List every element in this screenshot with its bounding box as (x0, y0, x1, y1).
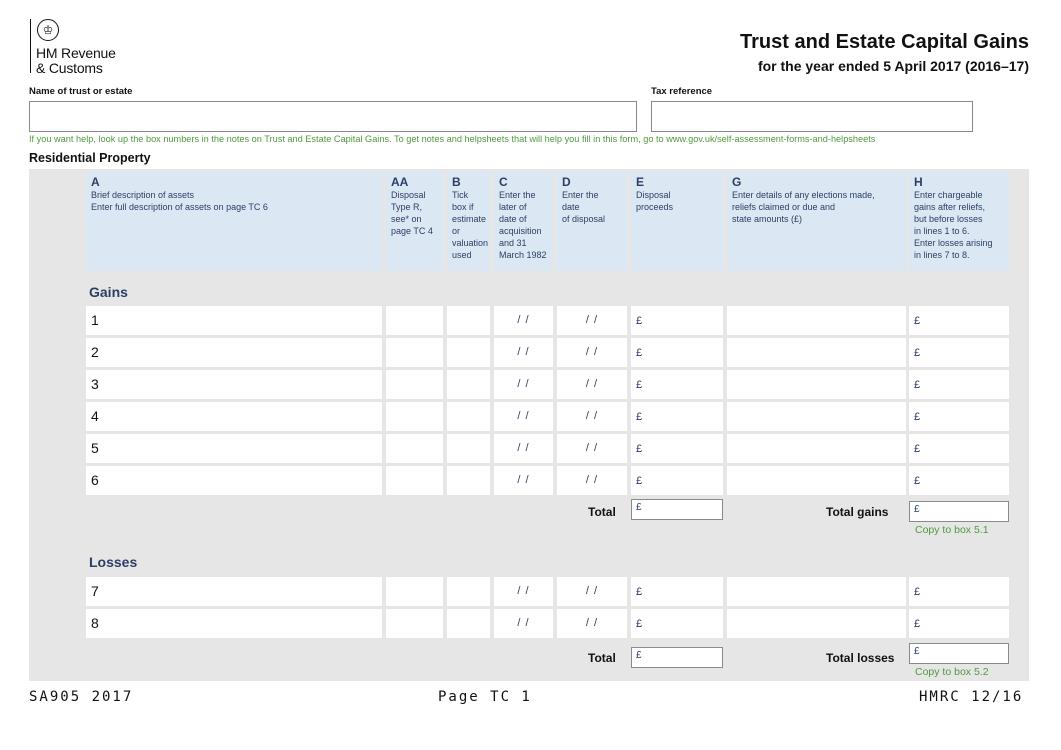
gains-total-proceeds-input[interactable] (631, 499, 723, 520)
logo-line-2: & Customs (36, 60, 103, 76)
total-losses-input[interactable] (909, 643, 1009, 664)
gains-row-3-col-aa-disposal-type[interactable] (386, 370, 443, 399)
gains-title: Gains (89, 284, 128, 300)
gains-row-1-col-e-disposal-proceeds[interactable] (631, 306, 723, 335)
pound-sign: £ (914, 347, 921, 359)
losses-row-7-col-e-disposal-proceeds[interactable] (631, 577, 723, 606)
gains-row-1-col-g-reliefs[interactable] (727, 306, 906, 335)
gains-row-4-col-c-acquisition-date[interactable] (494, 402, 553, 431)
date-separator: / / (517, 378, 530, 390)
date-separator: / / (585, 410, 599, 422)
gains-row-2-col-b-estimate-tick[interactable] (447, 338, 490, 367)
losses-row-7-col-a-description[interactable] (86, 577, 382, 606)
date-separator: / / (517, 474, 530, 486)
pound-sign: £ (636, 315, 643, 327)
help-text: If you want help, look up the box numbers in the notes on Trust and Estate Capital Gains. To get notes and helpsheets that will help you fill in this form, go to www.gov.uk/self-assessment-forms-and-helpsheets (29, 134, 876, 144)
royal-crest-icon: ♔ (37, 19, 59, 41)
gains-row-5-col-c-acquisition-date[interactable] (494, 434, 553, 463)
pound-sign: £ (636, 586, 643, 598)
gains-row-4-col-g-reliefs[interactable] (727, 402, 906, 431)
gains-row-3-col-e-disposal-proceeds[interactable] (631, 370, 723, 399)
gains-total-label: Total (588, 505, 616, 519)
date-separator: / / (585, 585, 599, 597)
pound-sign: £ (914, 379, 921, 391)
name-of-trust-input[interactable] (29, 101, 637, 132)
gains-row-2-col-h-chargeable-gains[interactable] (909, 338, 1009, 367)
gains-row-2-col-d-disposal-date[interactable] (557, 338, 627, 367)
column-header-b (447, 171, 490, 271)
tax-reference-label: Tax reference (651, 86, 713, 97)
pound-sign: £ (914, 586, 921, 598)
column-letter: D (562, 175, 571, 189)
column-description: Disposal proceeds (636, 190, 674, 212)
column-description: Enter the later of date of acquisition and 31 March 1982 (499, 190, 547, 260)
gains-row-3-col-a-description[interactable] (86, 370, 382, 399)
gains-row-5-col-g-reliefs[interactable] (727, 434, 906, 463)
date-separator: / / (517, 314, 530, 326)
losses-row-8-col-c-acquisition-date[interactable] (494, 609, 553, 638)
column-description: Enter details of any elections made, reliefs claimed or due and state amounts (£) (732, 190, 875, 224)
gains-row-1-col-aa-disposal-type[interactable] (386, 306, 443, 335)
date-separator: / / (585, 378, 599, 390)
losses-row-8-col-h-chargeable-gains[interactable] (909, 609, 1009, 638)
pound-sign: £ (636, 475, 643, 487)
pound-sign: £ (914, 315, 921, 327)
column-header-g (727, 171, 906, 271)
losses-row-8-col-e-disposal-proceeds[interactable] (631, 609, 723, 638)
column-letter: E (636, 175, 645, 189)
gains-row-1-col-h-chargeable-gains[interactable] (909, 306, 1009, 335)
gains-row-6-col-d-disposal-date[interactable] (557, 466, 627, 495)
total-gains-input[interactable] (909, 501, 1009, 522)
date-separator: / / (585, 346, 599, 358)
losses-total-label: Total (588, 651, 616, 665)
date-separator: / / (585, 314, 599, 326)
gains-row-6-col-a-description[interactable] (86, 466, 382, 495)
gains-row-2-col-c-acquisition-date[interactable] (494, 338, 553, 367)
column-letter: G (732, 175, 742, 189)
losses-total-proceeds-input[interactable] (631, 647, 723, 668)
gains-row-2-col-g-reliefs[interactable] (727, 338, 906, 367)
gains-row-6-col-c-acquisition-date[interactable] (494, 466, 553, 495)
losses-row-8-col-d-disposal-date[interactable] (557, 609, 627, 638)
gains-row-1-col-a-description[interactable] (86, 306, 382, 335)
footer-version: HMRC 12/16 (919, 689, 1024, 705)
gains-row-2-col-aa-disposal-type[interactable] (386, 338, 443, 367)
gains-row-5-col-e-disposal-proceeds[interactable] (631, 434, 723, 463)
date-separator: / / (585, 617, 599, 629)
losses-row-7-col-g-reliefs[interactable] (727, 577, 906, 606)
line-number: 8 (91, 615, 99, 631)
gains-row-6-col-h-chargeable-gains[interactable] (909, 466, 1009, 495)
gains-row-3-col-g-reliefs[interactable] (727, 370, 906, 399)
column-description: Enter chargeable gains after reliefs, but before losses in lines 1 to 6. Enter losses arising in lines 7 to 8. (914, 190, 993, 260)
gains-row-1-col-b-estimate-tick[interactable] (447, 306, 490, 335)
gains-row-2-col-a-description[interactable] (86, 338, 382, 367)
gains-row-3-col-d-disposal-date[interactable] (557, 370, 627, 399)
column-header-d (557, 171, 627, 271)
gains-row-4-col-e-disposal-proceeds[interactable] (631, 402, 723, 431)
date-separator: / / (517, 585, 530, 597)
logo-rule (30, 19, 31, 73)
gains-row-2-col-e-disposal-proceeds[interactable] (631, 338, 723, 367)
column-header-aa (386, 171, 443, 271)
gains-row-5-col-d-disposal-date[interactable] (557, 434, 627, 463)
line-number: 2 (91, 344, 99, 360)
pound-sign: £ (636, 618, 643, 630)
column-header-h (909, 171, 1009, 271)
column-letter: AA (391, 175, 409, 189)
losses-row-7-col-c-acquisition-date[interactable] (494, 577, 553, 606)
gains-row-6-col-b-estimate-tick[interactable] (447, 466, 490, 495)
gains-row-6-col-g-reliefs[interactable] (727, 466, 906, 495)
column-letter: A (91, 175, 100, 189)
gains-row-3-col-b-estimate-tick[interactable] (447, 370, 490, 399)
copy-to-box-5-1: Copy to box 5.1 (915, 524, 989, 536)
column-header-c (494, 171, 553, 271)
column-description: Enter the date of disposal (562, 190, 606, 224)
pound-sign: £ (914, 618, 921, 630)
column-header-a (86, 171, 382, 271)
losses-row-8-col-a-description[interactable] (86, 609, 382, 638)
losses-row-7-col-h-chargeable-gains[interactable] (909, 577, 1009, 606)
column-description: Disposal Type R, see* on page TC 4 (391, 190, 433, 236)
line-number: 6 (91, 472, 99, 488)
pound-sign: £ (636, 650, 642, 661)
gains-row-4-col-aa-disposal-type[interactable] (386, 402, 443, 431)
form-subtitle: for the year ended 5 April 2017 (2016–17) (757, 58, 1029, 74)
column-letter: C (499, 175, 508, 189)
gains-row-5-col-a-description[interactable] (86, 434, 382, 463)
losses-title: Losses (89, 554, 138, 570)
losses-row-8-col-g-reliefs[interactable] (727, 609, 906, 638)
line-number: 5 (91, 440, 99, 456)
line-number: 7 (91, 583, 99, 599)
total-gains-label: Total gains (826, 505, 889, 519)
gains-row-4-col-b-estimate-tick[interactable] (447, 402, 490, 431)
pound-sign: £ (914, 443, 921, 455)
pound-sign: £ (914, 475, 921, 487)
losses-row-7-col-d-disposal-date[interactable] (557, 577, 627, 606)
column-description: Tick box if estimate or valuation used (452, 190, 489, 260)
form-title: Trust and Estate Capital Gains (740, 31, 1029, 53)
line-number: 4 (91, 408, 99, 424)
losses-row-7-col-aa-disposal-type[interactable] (386, 577, 443, 606)
losses-row-7-col-b-estimate-tick[interactable] (447, 577, 490, 606)
pound-sign: £ (636, 411, 643, 423)
pound-sign: £ (914, 504, 920, 515)
gains-row-5-col-b-estimate-tick[interactable] (447, 434, 490, 463)
pound-sign: £ (636, 347, 643, 359)
section-title: Residential Property (29, 151, 151, 165)
line-number: 1 (91, 312, 99, 328)
pound-sign: £ (914, 646, 920, 657)
gains-row-5-col-aa-disposal-type[interactable] (386, 434, 443, 463)
column-letter: B (452, 175, 461, 189)
date-separator: / / (517, 410, 530, 422)
line-number: 3 (91, 376, 99, 392)
gains-row-4-col-a-description[interactable] (86, 402, 382, 431)
losses-row-8-col-aa-disposal-type[interactable] (386, 609, 443, 638)
date-separator: / / (517, 617, 530, 629)
gains-row-3-col-h-chargeable-gains[interactable] (909, 370, 1009, 399)
pound-sign: £ (636, 379, 643, 391)
column-description: Brief description of assets Enter full description of assets on page TC 6 (91, 190, 268, 212)
gains-row-5-col-h-chargeable-gains[interactable] (909, 434, 1009, 463)
date-separator: / / (517, 346, 530, 358)
gains-row-4-col-h-chargeable-gains[interactable] (909, 402, 1009, 431)
gains-row-1-col-c-acquisition-date[interactable] (494, 306, 553, 335)
pound-sign: £ (636, 502, 642, 513)
pound-sign: £ (914, 411, 921, 423)
name-label: Name of trust or estate (29, 86, 133, 97)
column-header-e (631, 171, 723, 271)
date-separator: / / (585, 442, 599, 454)
footer-form-code: SA905 2017 (29, 689, 134, 705)
gains-row-3-col-c-acquisition-date[interactable] (494, 370, 553, 399)
date-separator: / / (585, 474, 599, 486)
pound-sign: £ (636, 443, 643, 455)
column-letter: H (914, 175, 923, 189)
gains-row-6-col-aa-disposal-type[interactable] (386, 466, 443, 495)
footer-page-number: Page TC 1 (438, 689, 532, 705)
copy-to-box-5-2: Copy to box 5.2 (915, 666, 989, 678)
gains-row-4-col-d-disposal-date[interactable] (557, 402, 627, 431)
tax-reference-input[interactable] (651, 101, 973, 132)
logo-line-1: HM Revenue (36, 45, 116, 61)
losses-row-8-col-b-estimate-tick[interactable] (447, 609, 490, 638)
total-losses-label: Total losses (826, 651, 895, 665)
gains-row-6-col-e-disposal-proceeds[interactable] (631, 466, 723, 495)
date-separator: / / (517, 442, 530, 454)
gains-row-1-col-d-disposal-date[interactable] (557, 306, 627, 335)
